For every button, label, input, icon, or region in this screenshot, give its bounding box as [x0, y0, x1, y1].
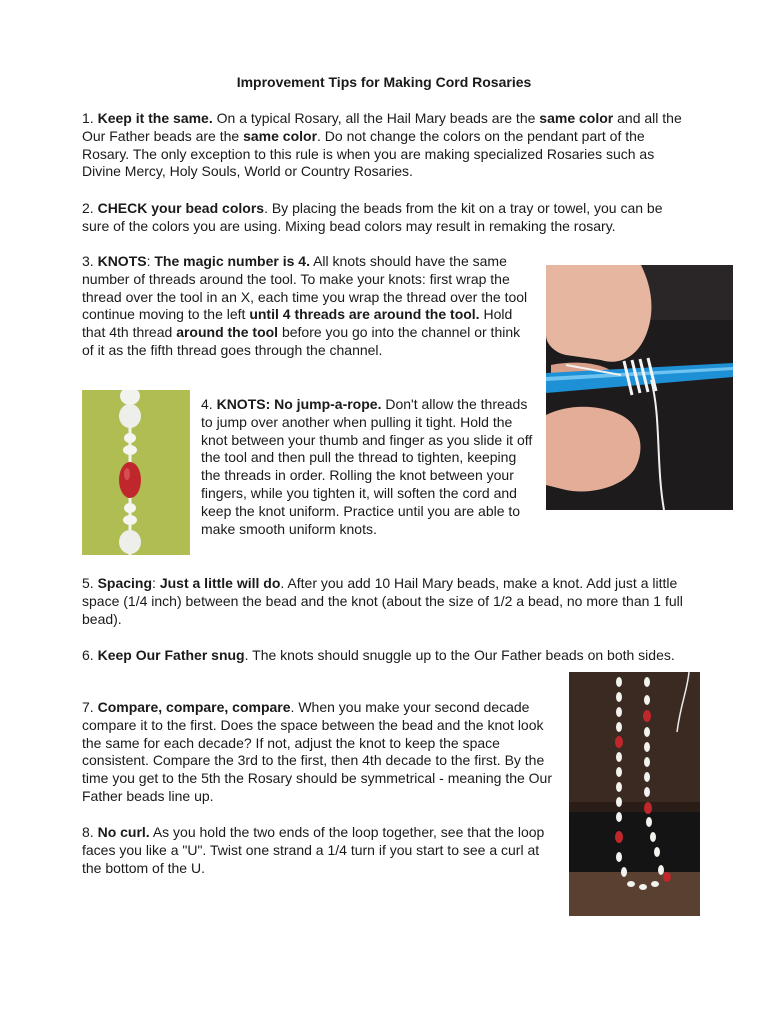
tip-text: Hold that 4th thread [82, 306, 513, 341]
tip-text: All knots should have the same number of threads around the tool. To make your knots: first wrap the thread over the tool in an X, each time you wrap the thread over the tool continue moving to the left [82, 253, 528, 323]
tip-text: . When you make your second decade compare it to the first. Does the space between the bead and the knot look the same for each decade? If not, adjust the knot to keep the space consistent. Compare the 3rd to the first, then 4th decade to the first. By the time you get to the 5th the Rosary should be symmetrical - meaning the Our Father beads line up. [82, 699, 553, 804]
tip-bold-text: Spacing [93, 575, 153, 591]
tip-number: 1. [82, 110, 94, 126]
tip-bold-text: The magic number is 4. [154, 253, 310, 269]
tip-text: . Do not change the colors on the pendant part of the Rosary. The only exception to this rule is when you are making specialized Rosaries such as Divine Mercy, Holy Souls, World or Country Rosaries. [82, 127, 655, 180]
tip-5 [82, 575, 690, 628]
tip-text: : [146, 253, 155, 269]
tip-bold-text: Keep Our Father snug [93, 647, 245, 663]
tip-bold-text: CHECK your bead colors [93, 200, 265, 216]
page-title: Improvement Tips for Making Cord Rosaries [236, 74, 532, 90]
tip-8 [82, 824, 560, 877]
tip-7 [82, 699, 560, 806]
tip-bold-text: until 4 threads are around the tool. [249, 306, 480, 323]
tip-text: . The knots should snuggle up to the Our Father beads on both sides. [244, 647, 675, 663]
tip-bold-text: No curl. [93, 824, 150, 840]
tip-number: 3. [82, 253, 94, 269]
tip-number: 8. [82, 824, 94, 840]
tip-number: 7. [82, 699, 94, 715]
tip-6 [82, 647, 690, 665]
tip-number: 6. [82, 647, 94, 663]
tip-text: before you go into the channel or think of it as the fifth thread goes through the channel. [82, 324, 521, 358]
tip-bold-text: around the tool [176, 324, 279, 341]
tip-bold-text: same color [539, 110, 614, 126]
tip-text: As you hold the two ends of the loop together, see that the loop faces you like a "U". Twist one strand a 1/4 turn if you start to see a curl at the bottom of the U. [82, 824, 545, 876]
knot-tool-photo [546, 265, 733, 510]
tip-text: : [152, 575, 160, 591]
tip-text: and all the Our Father beads are the [82, 110, 682, 144]
tip-bold-text: same color [243, 127, 318, 144]
tip-bold-text: Compare, compare, compare [93, 699, 291, 715]
bead-closeup-photo [82, 390, 190, 555]
tip-bold-text: KNOTS [93, 253, 147, 269]
tip-number: 4. [201, 396, 213, 412]
tip-bold-text: KNOTS: No jump-a-rope. [212, 396, 382, 412]
rosary-hanging-photo [569, 672, 700, 916]
tip-number: 2. [82, 200, 94, 216]
tip-text: . By placing the beads from the kit on a tray or towel, you can be sure of the colors you are using. Mixing bead colors may result in remaking the rosary. [82, 200, 663, 234]
tip-1 [82, 110, 690, 181]
tip-text: Don't allow the threads to jump over another when pulling it tight. Hold the knot between your thumb and finger as you slide it off the tool and then pull the thread to tighten, keeping the threads in order. Rolling the knot between your fingers, while you tighten it, will soften the cord and keep the knot uniform. Practice until you are able to make smooth uniform knots. [201, 396, 533, 537]
tip-3 [82, 253, 532, 360]
tip-bold-text: Keep it the same. [93, 110, 213, 126]
tip-bold-text: Just a little will do [159, 575, 281, 591]
tip-text: On a typical Rosary, all the Hail Mary beads are the [212, 110, 540, 126]
tip-4 [201, 396, 536, 538]
tip-text: . After you add 10 Hail Mary beads, make a knot. Add just a little space (1/4 inch) between the bead and the knot (about the size of 1/2 a bead, no more than 1 full bead). [82, 575, 683, 627]
tip-2 [82, 200, 690, 236]
tip-number: 5. [82, 575, 94, 591]
